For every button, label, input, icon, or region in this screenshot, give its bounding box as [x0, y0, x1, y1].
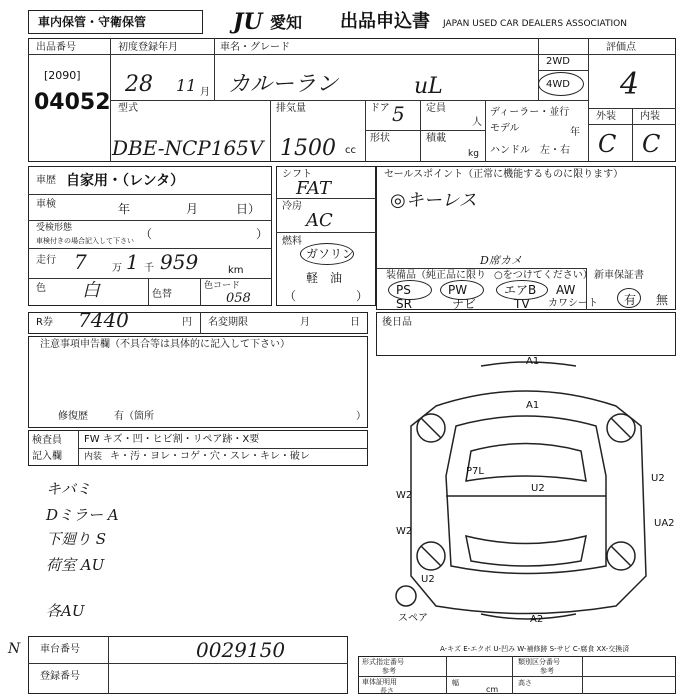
mark-front-a1: A1	[526, 356, 540, 367]
equipment-airbag-circle	[496, 280, 548, 300]
equipment-pw: PW	[448, 283, 468, 297]
registration-month: 11	[176, 76, 197, 95]
spec-cell-4: 参考	[540, 667, 554, 675]
note-line-4: 荷室 AU	[46, 556, 105, 574]
sales-point-item: ◎キーレス	[390, 190, 477, 211]
type-label: 型式	[118, 103, 138, 114]
acceptance-label: 受検形態	[36, 223, 73, 233]
score-label: 評価点	[606, 42, 636, 53]
spec-cell-6: 長さ	[380, 687, 394, 695]
rear-seat-label: 後日品	[382, 317, 412, 328]
association-name: JAPAN USED CAR DEALERS ASSOCIATION	[443, 19, 627, 29]
mileage-rest: 959	[160, 250, 199, 274]
repair-close: ）	[356, 411, 366, 422]
logo-region: 愛知	[270, 13, 303, 32]
cooling-value: AC	[306, 210, 333, 231]
mileage-man-unit: 万	[112, 263, 122, 274]
fuel-gasoline: ガソリン	[306, 247, 355, 261]
mark-rear-a2: A2	[530, 614, 544, 625]
fuel-paren-open: （	[284, 289, 297, 303]
equipment-tv: TV	[514, 297, 530, 311]
displacement-value: 1500	[280, 136, 336, 161]
color-change-label: 色替	[152, 289, 172, 300]
lot-number: 04052	[34, 90, 111, 115]
spec-cell-7: 幅	[452, 679, 459, 687]
mark-rear-u2: U2	[421, 574, 435, 585]
spare-label: スペア	[398, 613, 428, 624]
mark-right-ua2: UA2	[654, 518, 675, 529]
note-line-2: Dミラー A	[46, 506, 119, 524]
color-code-label: 色コード	[204, 281, 241, 291]
spec-unit: cm	[486, 685, 499, 694]
lot-bracket-number: [2090]	[44, 69, 81, 82]
rear-seat-section	[376, 312, 676, 356]
spec-section	[358, 656, 676, 694]
color-label: 色	[36, 283, 46, 294]
capacity-label: 定員	[426, 103, 446, 114]
shape-label: 形状	[370, 133, 390, 144]
equipment-pw-circle	[440, 280, 484, 300]
dealer-label: ディーラー・並行	[490, 107, 570, 118]
fuel-gasoline-circle	[300, 243, 354, 265]
spec-cell-1: 形式指定番号	[362, 658, 404, 666]
damage-legend: A-キズ E-エクボ U-凹み W-補修跡 S-サビ C-腐食 XX-交換済	[440, 645, 630, 653]
lot-label: 出品番号	[36, 42, 76, 53]
shift-value: FAT	[296, 178, 331, 199]
inspection-month: 月	[186, 202, 199, 216]
mileage-man: 7	[74, 250, 87, 274]
mileage-label: 走行	[36, 255, 56, 266]
equipment-note: ○をつけてください）	[494, 270, 593, 281]
equipment-sr: SR	[396, 297, 412, 311]
score-exterior-value: C	[598, 130, 617, 158]
load-label: 積載	[426, 133, 446, 144]
recycle-value: 7440	[78, 308, 129, 332]
equipment-navi: ナビ	[452, 297, 477, 311]
inspection-day: 日）	[236, 202, 261, 216]
spec-cell-2: 参考	[382, 667, 396, 675]
color-code-value: 058	[226, 291, 251, 306]
chassis-value: 0029150	[196, 638, 286, 662]
model-name-label: 車名・グレード	[220, 42, 290, 53]
note-line-1: キバミ	[46, 480, 92, 498]
score-interior-value: C	[642, 130, 661, 158]
drive-option-2wd: 2WD	[546, 56, 570, 67]
doors-label: ドア	[370, 103, 390, 114]
ju-logo: JU	[233, 9, 263, 35]
sales-point-label: セールスポイント（正常に機能するものに限ります）	[384, 169, 624, 180]
dealer-model-label: モデル	[490, 123, 520, 134]
chassis-side-mark: N	[8, 641, 21, 657]
mileage-unit: km	[228, 265, 244, 276]
sales-point-note: D席カメ	[480, 254, 522, 267]
load-unit: kg	[468, 149, 479, 159]
repair-value: 有（箇所	[114, 411, 154, 422]
inspection-label: 車検	[36, 199, 56, 210]
equipment-label: 装備品（純正品に限り	[386, 270, 486, 281]
warranty-no: 無	[656, 293, 669, 307]
color-value: 白	[82, 280, 100, 301]
registration-label: 初度登録年月	[118, 42, 178, 53]
mark-left-p7l: P7L	[466, 466, 484, 477]
car-damage-diagram	[376, 356, 676, 626]
equipment-aw: AW	[556, 283, 576, 297]
fuel-diesel: 軽 油	[306, 271, 343, 285]
mark-left-w2: W2	[396, 490, 413, 501]
acceptance-note: 車検付きの場合記入して下さい	[36, 237, 134, 245]
mileage-sen: 1	[126, 250, 139, 274]
displacement-unit: cc	[345, 145, 356, 156]
registration-number-label: 登録番号	[40, 671, 80, 682]
mark-roof-u2: U2	[531, 483, 545, 494]
dealer-handle: ハンドル 左・右	[490, 145, 570, 156]
mark-hood-a1: A1	[526, 400, 540, 411]
inspector-label-2: 記入欄	[32, 451, 62, 462]
storage-label: 車内保管・守衛保管	[38, 15, 147, 29]
score-exterior-label: 外装	[596, 111, 616, 122]
inspection-year: 年	[118, 202, 131, 216]
inspector-row-2: キ・汚・ヨレ・コゲ・穴・スレ・キレ・破レ	[110, 451, 310, 462]
form-title: 出品申込書	[340, 11, 430, 32]
cooling-label: 冷房	[282, 201, 302, 212]
name-change-month: 月	[300, 317, 310, 328]
spec-cell-3: 類別区分番号	[518, 658, 560, 666]
shift-label: シフト	[282, 169, 312, 180]
fuel-label: 燃料	[282, 236, 302, 247]
drive-4wd-circle	[538, 72, 584, 96]
score-value: 4	[620, 67, 640, 102]
model-name-value: カルーラン	[228, 72, 339, 97]
mark-right-u2: U2	[651, 473, 665, 484]
score-interior-label: 内装	[640, 111, 660, 122]
history-label: 車歴	[36, 175, 56, 186]
registration-month-unit: 月	[200, 87, 210, 98]
recycle-label: R券	[36, 317, 53, 328]
warranty-yes-circle	[617, 288, 641, 308]
acceptance-paren-open: （	[140, 227, 153, 241]
drive-option-4wd: 4WD	[546, 79, 570, 90]
inspector-label-1: 検査員	[32, 435, 62, 446]
spec-cell-8: 高さ	[518, 679, 532, 687]
repair-label: 修復歴	[58, 411, 88, 422]
equipment-ps: PS	[396, 283, 411, 297]
warranty-yes: 有	[624, 293, 637, 307]
fuel-paren-close: ）	[356, 289, 369, 303]
name-change-day: 日	[350, 317, 360, 328]
note-line-5: 各AU	[46, 602, 85, 620]
mark-left-rear-w2: W2	[396, 526, 413, 537]
registration-year: 28	[125, 72, 153, 97]
dealer-year-unit: 年	[570, 127, 580, 138]
equipment-airbag: エアB	[504, 283, 537, 297]
inspector-interior-label: 内装	[84, 452, 103, 462]
acceptance-paren-close: ）	[256, 227, 269, 241]
equipment-seat: カワシート	[548, 298, 598, 309]
capacity-unit: 人	[472, 117, 482, 128]
mileage-sen-unit: 千	[144, 263, 154, 274]
recycle-unit: 円	[182, 317, 192, 328]
warranty-label: 新車保証書	[594, 270, 644, 281]
displacement-label: 排気量	[276, 103, 306, 114]
spec-cell-5: 車体証明用	[362, 678, 397, 686]
note-line-3: 下廻り S	[46, 530, 107, 548]
chassis-label: 車台番号	[40, 644, 80, 655]
notes-label: 注意事項申告欄（不具合等は具体的に記入して下さい）	[40, 339, 290, 350]
type-value: DBE-NCP165V	[112, 136, 264, 160]
model-grade-value: uL	[414, 74, 443, 99]
name-change-label: 名変期限	[208, 317, 248, 328]
inspector-row-1: FW キズ・凹・ヒビ割・リペア跡・X要	[84, 434, 260, 445]
equipment-ps-circle	[388, 280, 432, 300]
history-value: 自家用・（レンタ）	[66, 173, 185, 189]
doors-value: 5	[392, 102, 405, 126]
